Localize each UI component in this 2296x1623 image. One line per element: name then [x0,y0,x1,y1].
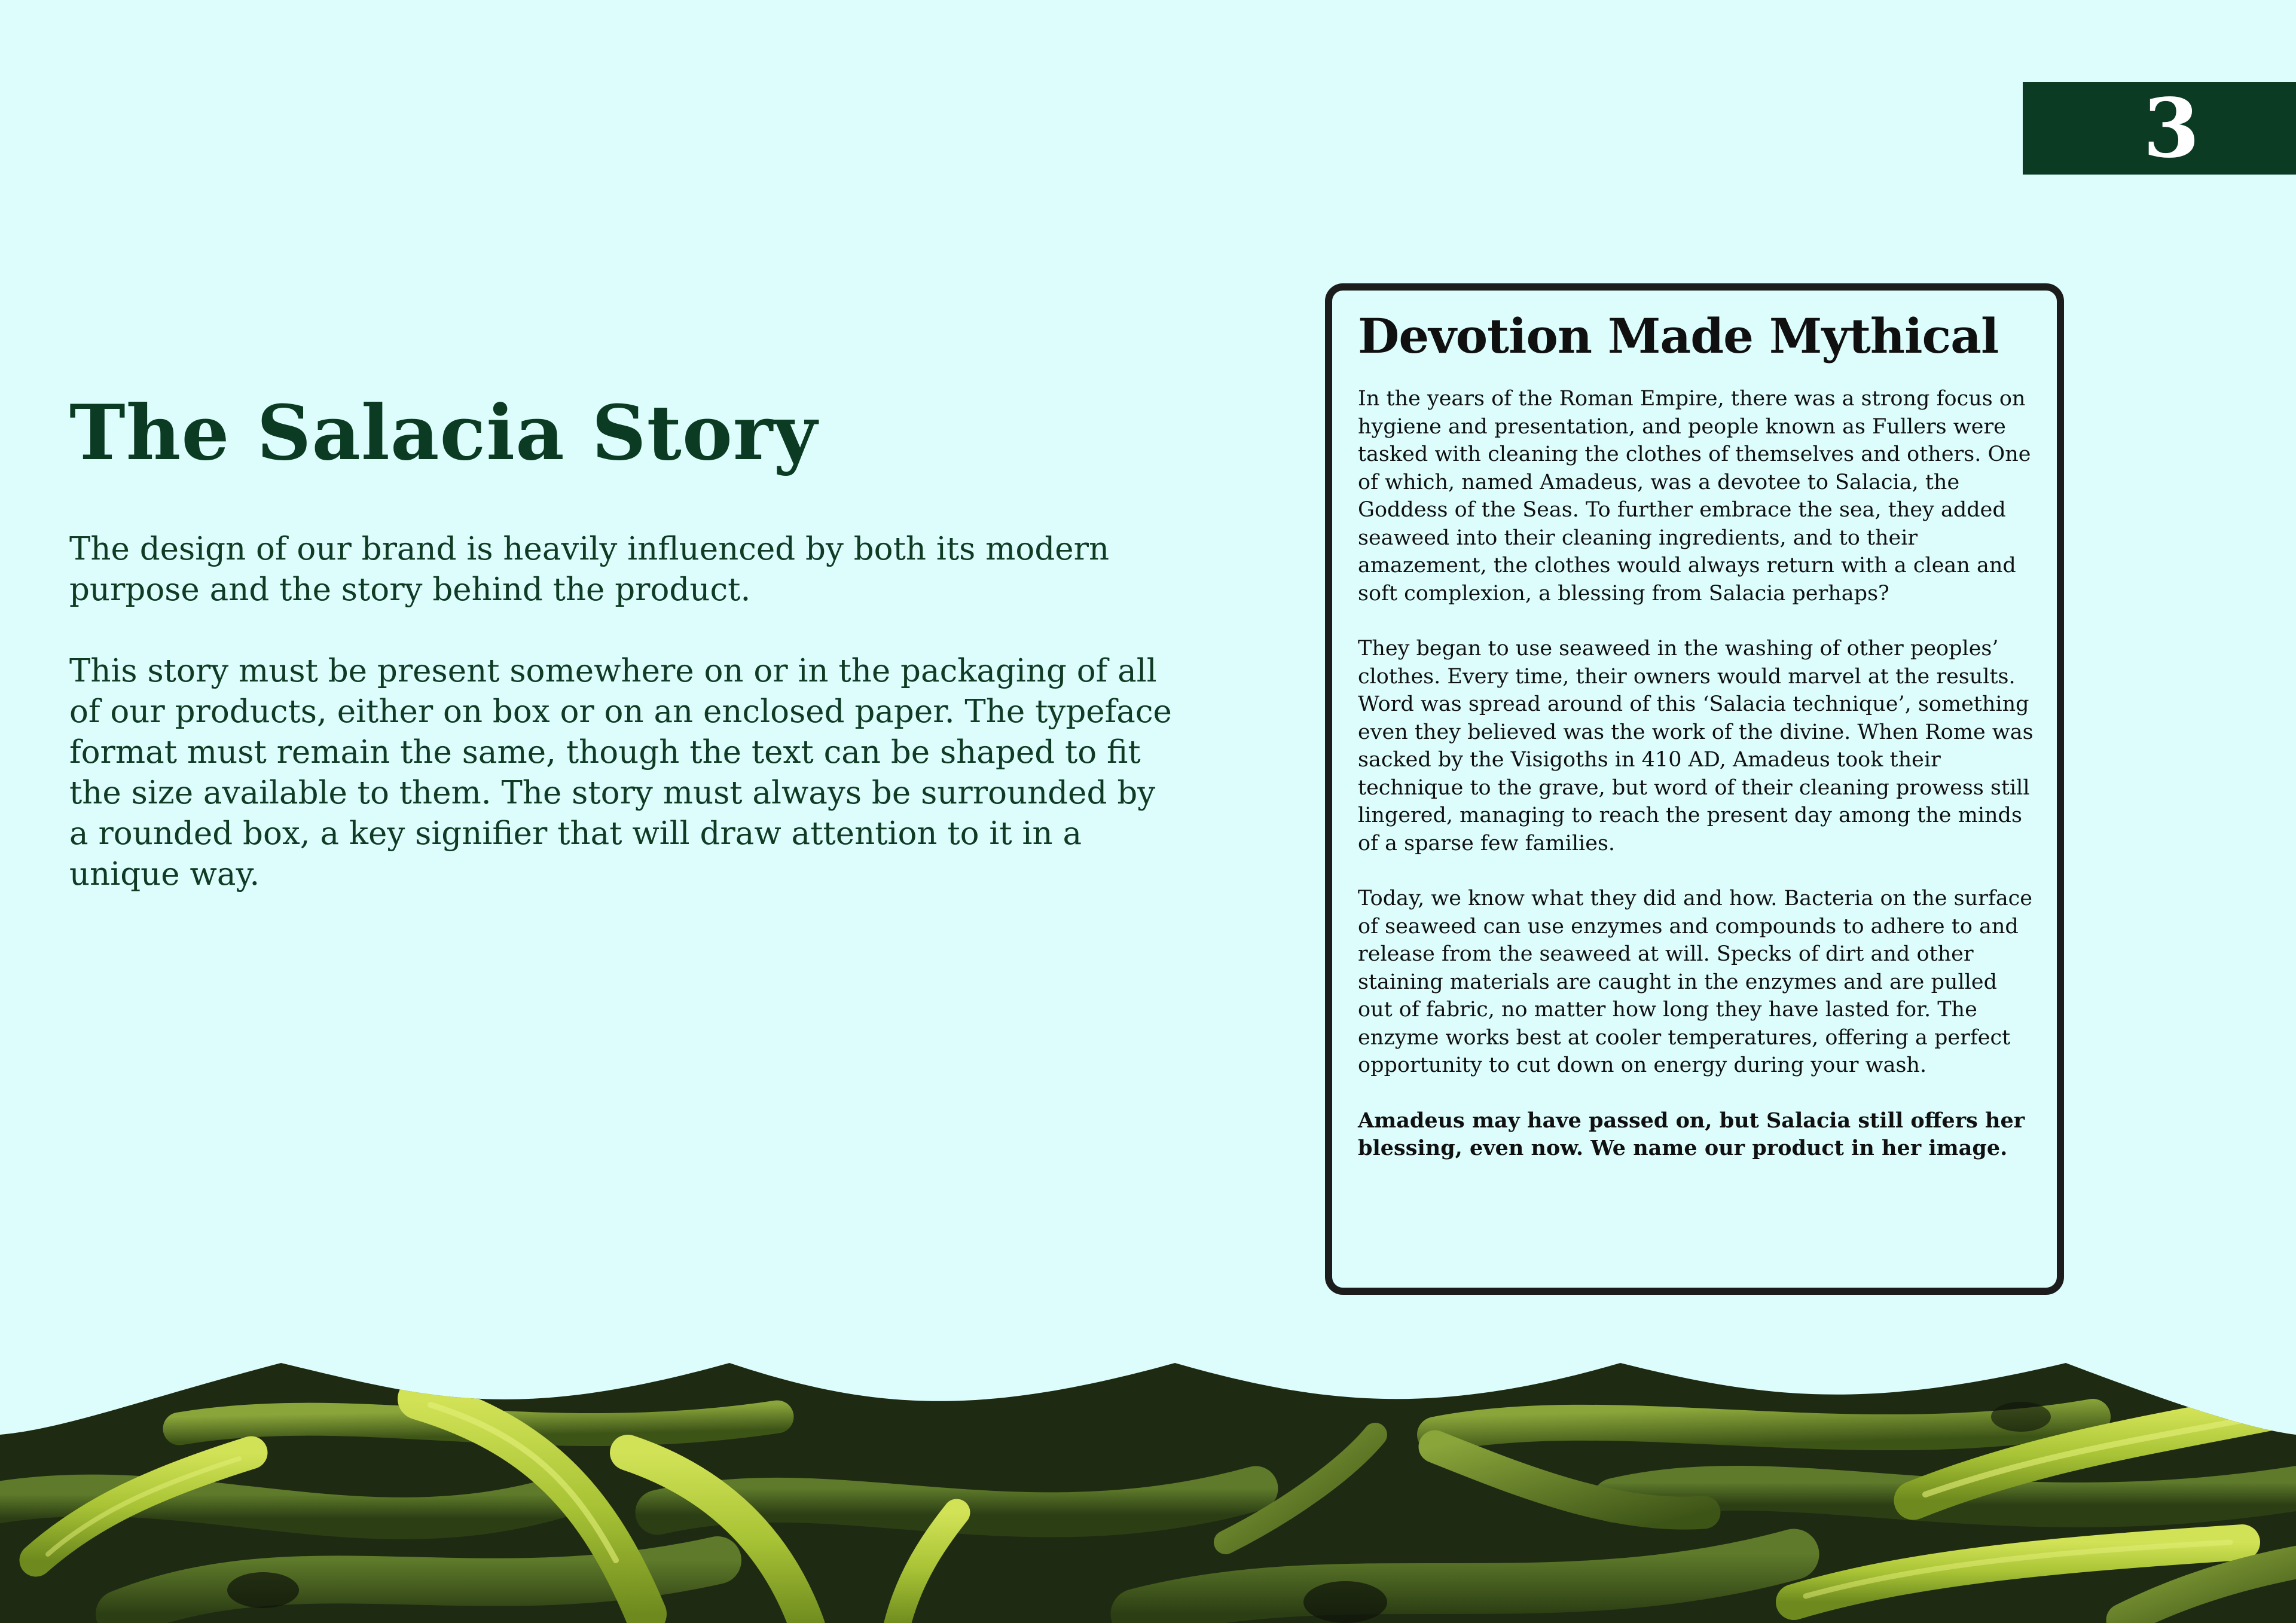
story-paragraph: In the years of the Roman Empire, there was a strong focus on hygiene and presentation, and people known as Fullers were tasked with cleaning the clothes of themselves and others. One of which, named Amadeus, was a devotee to Salacia, the Goddess of the Seas. To further embrace the sea, they added seaweed into their cleaning ingredients, and to their amazement, the clothes would always return with a clean and soft complexion, a blessing from Salacia perhaps? [1358,387,2031,606]
page-title: The Salacia Story [69,389,818,477]
intro-paragraph: The design of our brand is heavily influenced by both its modern purpose and the story behind the product. [69,531,1110,608]
intro-paragraph: This story must be present somewhere on or in the packaging of all of our products, either on box or on an enclosed paper. The typeface format must remain the same, though the text can be shaped to fit the size available to them. The story must always be surrounded by a rounded box, a key signifier that will draw attention to it in a unique way. [69,653,1172,893]
story-paragraph: They began to use seaweed in the washing of other peoples’ clothes. Every time, their owners would marvel at the results. Word was spread around of this ‘Salacia technique’, something even they believed was the work of the divine. When Rome was sacked by the Visigoths in 410 AD, Amadeus took their technique to the grave, but word of their cleaning prowess still lingered, managing to reach the present day among the minds of a sparse few families. [1358,637,2034,855]
intro-text [69,529,1181,936]
page-number: 3 [2143,80,2200,176]
story-paragraph: Today, we know what they did and how. Bacteria on the surface of seaweed can use enzymes and compounds to adhere to and release from the seaweed at will. Specks of dirt and other staining materials are caught in the enzymes and are pulled out of fabric, no matter how long they have lasted for. The enzyme works best at cooler temperatures, offering a perfect opportunity to cut down on energy during your wash. [1358,887,2032,1077]
seaweed-photo [0,1363,2296,1623]
page-number-tab [2023,82,2296,175]
story-closing: Amadeus may have passed on, but Salacia still offers her blessing, even now. We name our product in her image. [1358,1108,2025,1160]
story-title: Devotion Made Mythical [1358,308,1999,364]
story-box [1325,283,2064,1295]
